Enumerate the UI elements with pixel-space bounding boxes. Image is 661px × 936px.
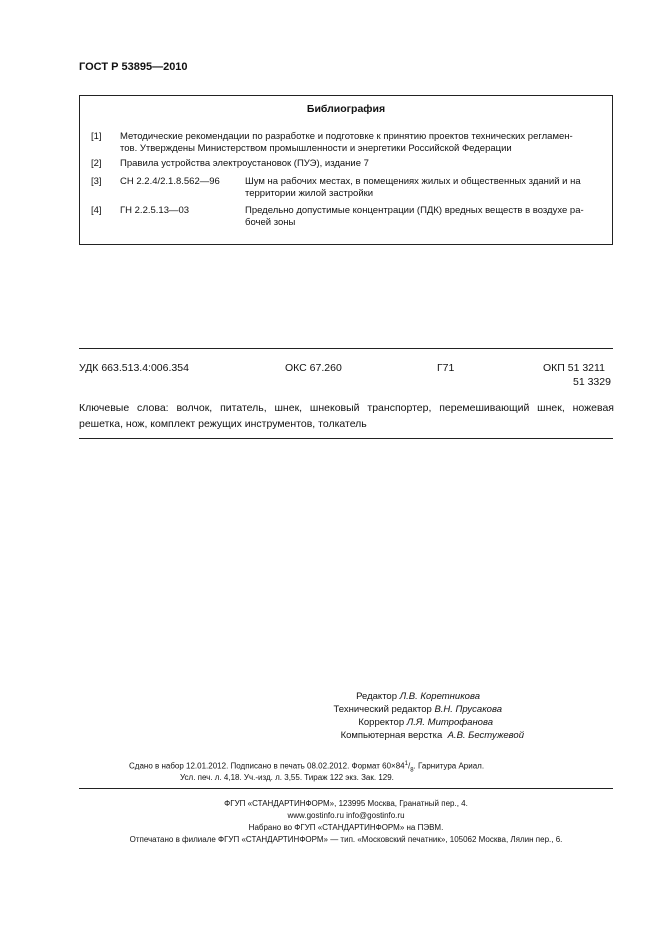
credit-tech-editor: Технический редактор В.Н. Прусакова: [333, 704, 502, 715]
entry-code: ГН 2.2.5.13—03: [120, 205, 190, 216]
imprint-line-2: Усл. печ. л. 4,18. Уч.-изд. л. 3,55. Тираж 122 экз. Зак. 129.: [180, 773, 394, 782]
entry-code: СН 2.2.4/2.1.8.562—96: [120, 176, 220, 187]
entry-number: [4]: [91, 205, 102, 216]
publisher-info: [79, 798, 613, 846]
oks-code: ОКС 67.260: [285, 362, 342, 374]
okp-code-secondary: 51 3329: [573, 376, 611, 388]
entry-number: [1]: [91, 131, 102, 142]
entry-text: Методические рекомендации по разработке и подготовке к принятию проектов технических регламен- тов. Утверждены Министерством промышленности и энергетики Российской Федерации: [120, 131, 573, 154]
okp-code: ОКП 51 3211: [543, 362, 605, 374]
keywords: Ключевые слова: волчок, питатель, шнек, шнековый транспортер, перемешивающий шнек, ножевая решетка, нож, комплект режущих инструментов, толкатель: [79, 402, 614, 430]
imprint-line-1: Сдано в набор 12.01.2012. Подписано в печать 08.02.2012. Формат $60\times 84^1/_8$. Гарнитура Ариал.: [129, 761, 485, 774]
entry-number: [2]: [91, 158, 102, 169]
entry-number: [3]: [91, 176, 102, 187]
credits: [200, 690, 524, 742]
entry-description: Предельно допустимые концентрации (ПДК) вредных веществ в воздухе ра- бочей зоны: [245, 205, 584, 228]
entry-description: Шум на рабочих местах, в помещениях жилых и общественных зданий и на территории жилой застройки: [245, 176, 581, 199]
publisher-typeset: Набрано во ФГУП «СТАНДАРТИНФОРМ» на ПЭВМ.: [248, 823, 444, 832]
document-header: ГОСТ Р 53895—2010: [79, 61, 188, 73]
udk-code: УДК 663.513.4:006.354: [79, 362, 189, 374]
credit-corrector: Корректор Л.Я. Митрофанова: [358, 717, 493, 728]
divider: [79, 348, 613, 349]
publisher-address: ФГУП «СТАНДАРТИНФОРМ», 123995 Москва, Гранатный пер., 4.: [224, 799, 468, 808]
divider: [79, 788, 613, 789]
divider: [79, 438, 613, 439]
publisher-web: www.gostinfo.ru info@gostinfo.ru: [287, 811, 405, 820]
credit-layout: Компьютерная верстка А.В. Бестужевой: [340, 730, 524, 741]
publisher-printed: Отпечатано в филиале ФГУП «СТАНДАРТИНФОРМ» — тип. «Московский печатник», 105062 Москва, Лялин пер., 6.: [129, 835, 563, 844]
g-code: Г71: [437, 362, 455, 374]
bibliography-title: Библиография: [306, 103, 386, 115]
entry-text: Правила устройства электроустановок (ПУЭ), издание 7: [120, 158, 369, 169]
bibliography-box: [79, 95, 613, 245]
credit-editor: Редактор Л.В. Коретникова: [356, 691, 480, 702]
